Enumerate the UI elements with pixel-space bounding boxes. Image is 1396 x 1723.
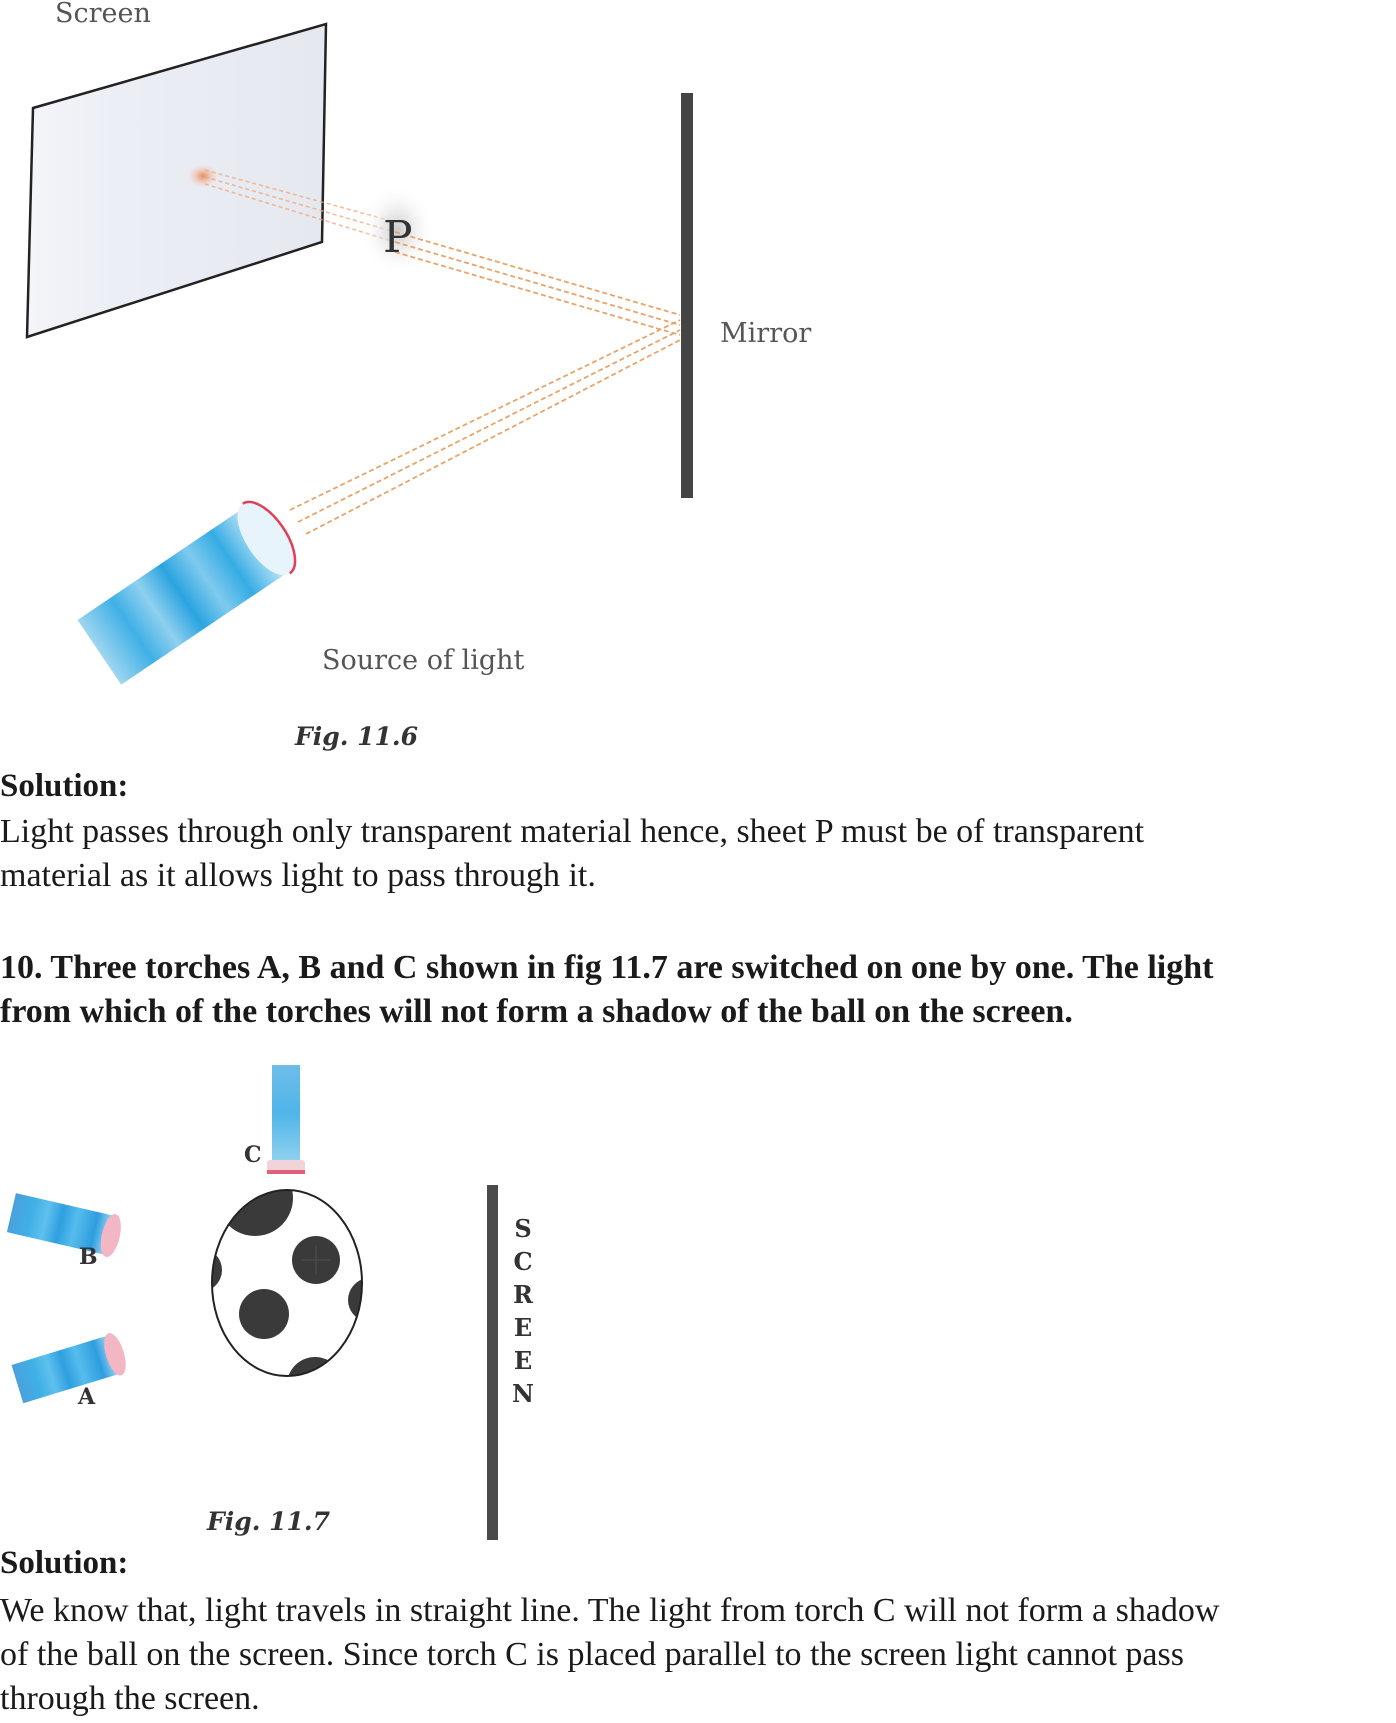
question-10 (0, 946, 1396, 1034)
light-spot (187, 164, 219, 188)
solution-text (0, 1589, 1396, 1721)
solution-line: Light passes through only transparent material hence, sheet P must be of transparent (0, 813, 1145, 850)
solution-line: material as it allows light to pass through it. (0, 857, 596, 894)
torch-c (267, 1065, 305, 1174)
figure-11-6 (0, 0, 900, 760)
screen-panel (27, 24, 326, 337)
torch-b (6, 1191, 124, 1259)
sheet-p-label: P (383, 212, 413, 263)
screen-letter: S (514, 1214, 532, 1243)
light-rays-incident (290, 320, 680, 534)
solution-line: We know that, light travels in straight line. The light from torch C will not form a shadow (0, 1592, 1220, 1629)
solution-heading: Solution: (0, 1545, 129, 1581)
question-line: from which of the torches will not form a shadow of the ball on the screen. (0, 993, 1073, 1030)
light-rays-reflected (395, 232, 680, 335)
solution-heading: Solution: (0, 768, 129, 804)
torch-b-label: B (79, 1244, 98, 1270)
solution-line: through the screen. (0, 1680, 260, 1717)
screen-letter: E (513, 1346, 533, 1375)
solution-text (0, 810, 1396, 898)
solution-line: of the ball on the screen. Since torch C is placed parallel to the screen light cannot pass (0, 1636, 1184, 1673)
mirror-label: Mirror (720, 318, 812, 349)
screen-letter: E (513, 1313, 533, 1342)
torch-source (75, 493, 306, 687)
figure-caption: Fig. 11.6 (295, 722, 419, 751)
torch-a (11, 1331, 130, 1406)
source-of-light-label: Source of light (322, 645, 525, 676)
screen-letter: R (513, 1280, 533, 1309)
figure-11-7 (0, 1050, 620, 1540)
screen-letter: N (512, 1379, 534, 1408)
ball (178, 1160, 392, 1413)
screen-vertical-label (508, 1212, 538, 1410)
torch-a-label: A (78, 1384, 96, 1410)
figure-caption: Fig. 11.7 (207, 1507, 331, 1536)
mirror (681, 93, 693, 498)
question-line: 10. Three torches A, B and C shown in fig 11.7 are switched on one by one. The light (0, 949, 1214, 986)
torch-c-label: C (244, 1142, 262, 1168)
screen-letter: C (513, 1247, 533, 1276)
screen-label: Screen (55, 0, 151, 29)
screen-line (487, 1185, 498, 1540)
